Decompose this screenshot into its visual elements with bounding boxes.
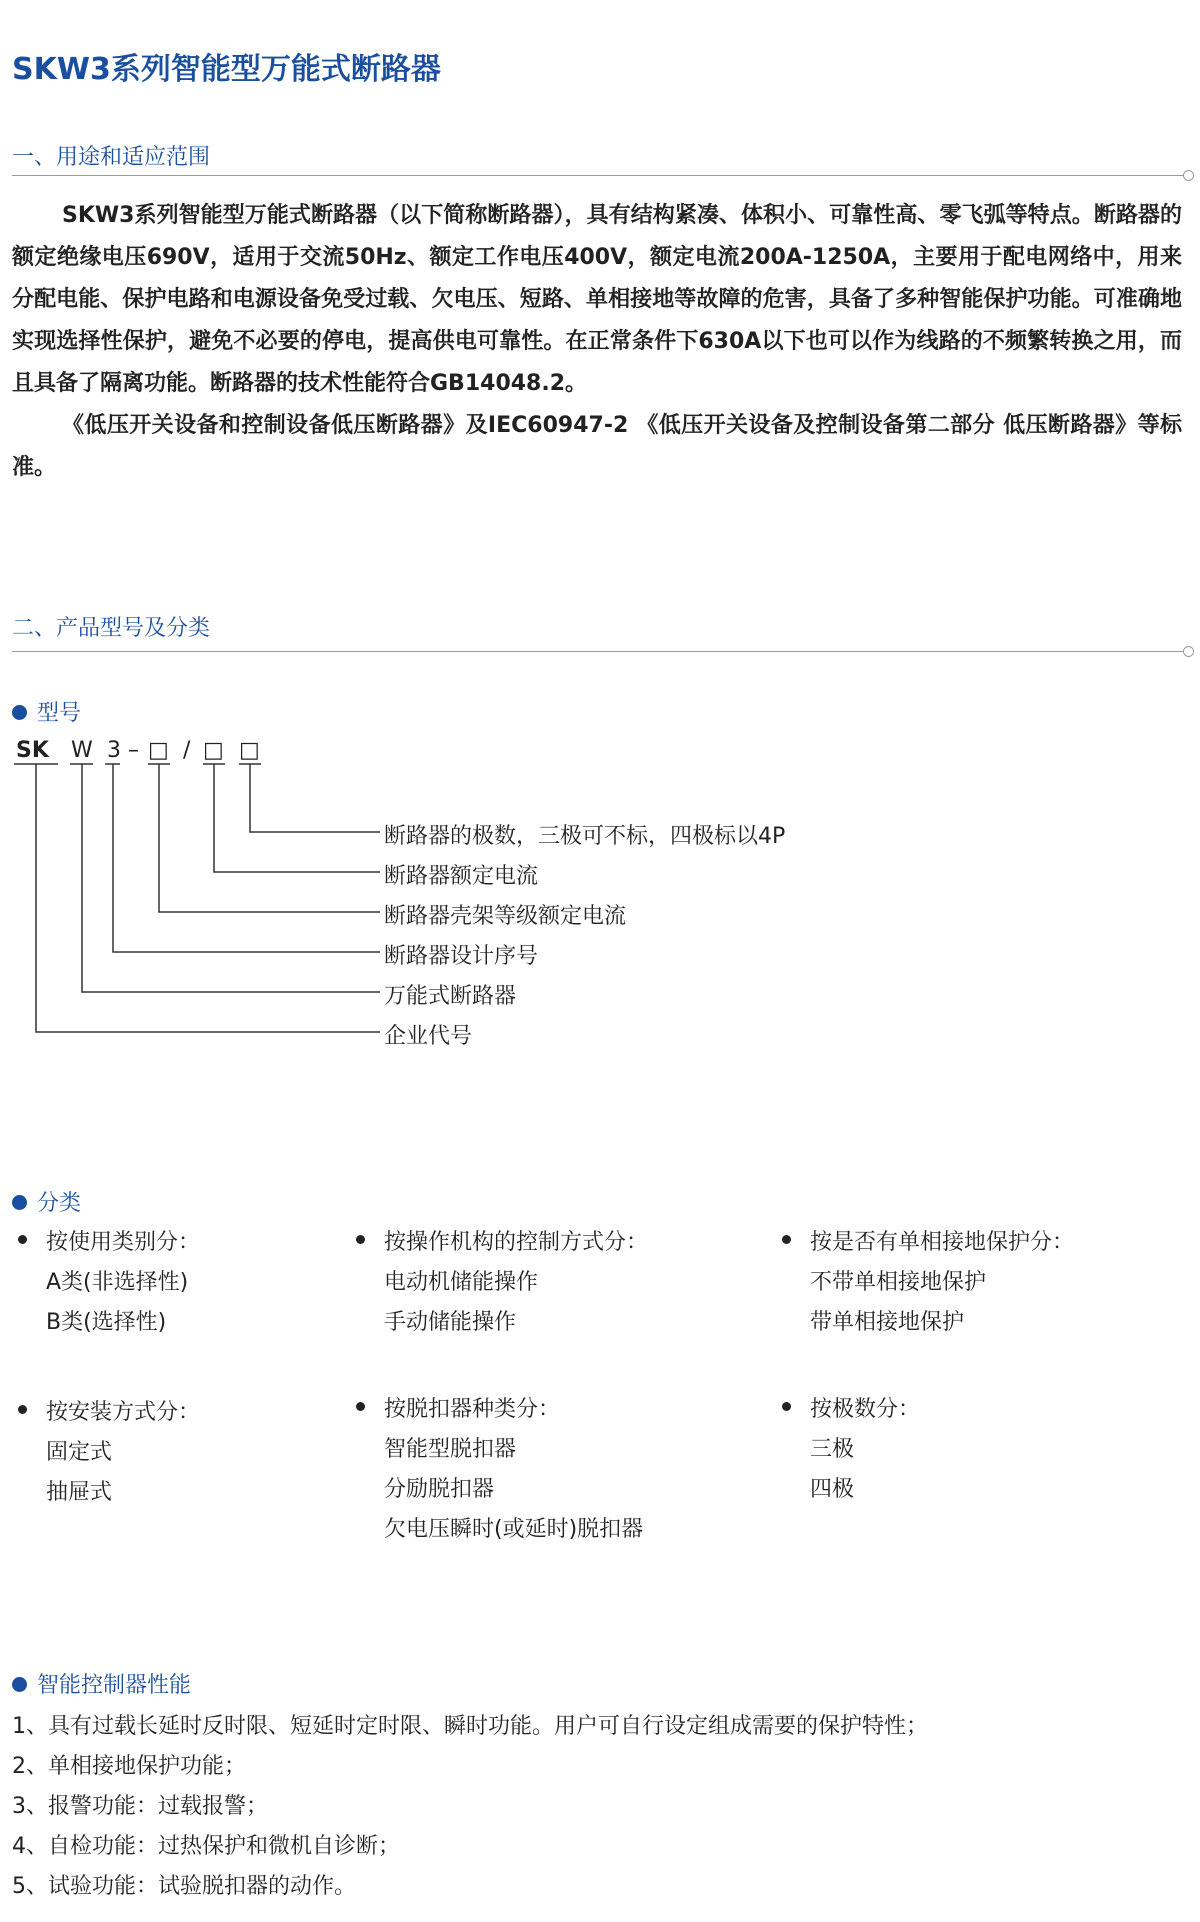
class-group-title: 按使用类别分： [12,1223,200,1263]
class-group-title: 按安装方式分： [12,1393,200,1433]
connector-rated-current [214,764,380,872]
connector-universal [82,764,380,992]
model-code-dash: – [128,738,139,763]
model-heading [12,696,81,727]
classification-heading [12,1186,81,1217]
list-item: 2、单相接地保护功能； [12,1754,246,1779]
class-group-title: 按操作机构的控制方式分： [350,1223,648,1263]
connector-frame-current [159,764,380,912]
connector-poles [250,764,380,832]
class-option: A类(非选择性) [46,1270,189,1295]
list-item: 1、具有过载长延时反时限、短延时定时限、瞬时功能。用户可自行设定组成需要的保护特性； [12,1714,929,1739]
controller-heading-label: 智能控制器性能 [37,1673,192,1698]
class-group-installation [12,1393,200,1513]
model-code-sk: SK [16,738,49,763]
section1-paragraph-2: 《低压开关设备和控制设备低压断路器》及IEC60947-2 《低压开关设备及控制设备第二部分 低压断路器》等标准。 [12,413,1182,480]
model-code-box-poles: □ [239,738,260,763]
controller-heading [12,1668,191,1699]
model-desc-rated-current: 断路器额定电流 [384,864,539,889]
model-desc-universal: 万能式断路器 [384,984,517,1009]
class-option: 不带单相接地保护 [810,1270,987,1295]
connector-design-number [113,764,380,952]
model-desc-frame-current: 断路器壳架等级额定电流 [384,904,627,929]
model-code-box-frame: □ [148,738,169,763]
model-desc-design-number: 断路器设计序号 [384,944,539,969]
model-code-w: W [71,738,93,763]
page-title: SKW3系列智能型万能式断路器 [12,52,441,87]
list-item: 3、报警功能：过载报警； [12,1794,268,1819]
class-option: 电动机储能操作 [384,1270,539,1295]
class-option: 欠电压瞬时(或延时)脱扣器 [384,1517,644,1542]
class-option: 分励脱扣器 [384,1477,495,1502]
model-desc-poles: 断路器的极数，三极可不标，四极标以4P [384,824,786,849]
bullet-dot-icon [12,705,27,720]
class-option: B类(选择性) [46,1310,167,1335]
section2-title: 二、产品型号及分类 [12,616,211,641]
class-group-usage [12,1223,200,1343]
model-heading-label: 型号 [37,701,82,726]
list-item: 5、试验功能：试验脱扣器的动作。 [12,1874,356,1899]
class-option: 固定式 [46,1440,113,1465]
classification-heading-label: 分类 [37,1191,82,1216]
class-group-title: 按极数分： [776,1390,920,1430]
class-option: 三极 [810,1437,855,1462]
section1-divider [12,175,1184,176]
section2-divider [12,651,1184,652]
class-option: 智能型脱扣器 [384,1437,517,1462]
bullet-dot-icon [12,1677,27,1692]
controller-function-list [12,1707,928,1907]
list-item: 4、自检功能：过热保护和微机自诊断； [12,1834,400,1859]
model-code-slash: / [183,738,191,763]
class-option: 抽屉式 [46,1480,113,1505]
class-option: 四极 [810,1477,855,1502]
class-group-operation [350,1223,648,1343]
class-option: 带单相接地保护 [810,1310,965,1335]
model-code-3: 3 [107,738,121,763]
model-code-box-current: □ [203,738,224,763]
class-option: 手动储能操作 [384,1310,517,1335]
bullet-dot-icon [12,1195,27,1210]
model-connector-diagram [0,760,400,1060]
class-group-poles [776,1390,920,1510]
model-desc-company-code: 企业代号 [384,1024,473,1049]
class-group-title: 按是否有单相接地保护分： [776,1223,1074,1263]
class-group-title: 按脱扣器种类分： [350,1390,643,1430]
divider-end-icon [1183,646,1194,657]
section1-title: 一、用途和适应范围 [12,145,211,170]
divider-end-icon [1183,170,1194,181]
class-group-ground-fault [776,1223,1074,1343]
class-group-release [350,1390,643,1550]
section1-paragraph-1: SKW3系列智能型万能式断路器（以下简称断路器），具有结构紧凑、体积小、可靠性高、零飞弧等特点。断路器的额定绝缘电压690V，适用于交流50Hz、额定工作电压400V，额定电流200A-1250A，主要用于配电网络中，用来分配电能、保护电路和电源设备免受过载、欠电压、短路、单相接地等故障的危害，具备了多种智能保护功能。可准确地实现选择性保护，避免不必要的停电，提高供电可靠性。在正常条件下630A以下也可以作为线路的不频繁转换之用，而且具备了隔离功能。断路器的技术性能符合GB14048.2。 [12,203,1182,396]
